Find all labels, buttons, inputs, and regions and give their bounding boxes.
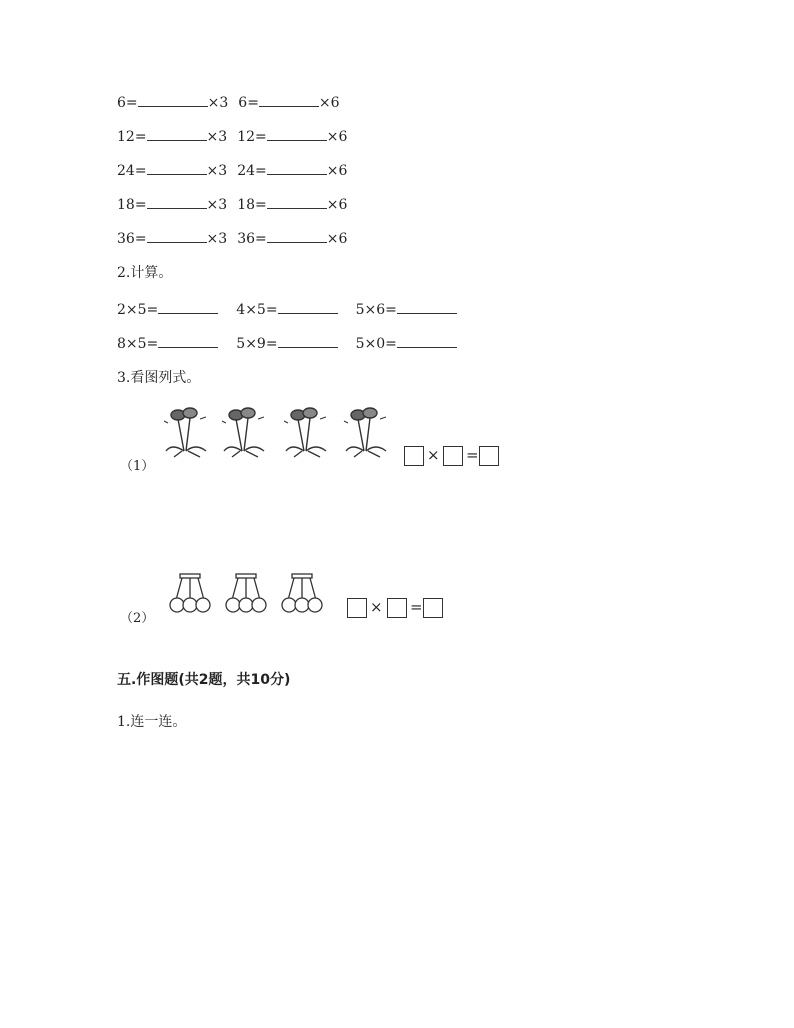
expr-suffix: ×3 xyxy=(206,129,228,145)
answer-blank[interactable] xyxy=(267,126,327,141)
flower-icon xyxy=(164,408,386,457)
expr-suffix: ×6 xyxy=(326,197,348,213)
expr-suffix: ×3 xyxy=(206,231,228,247)
calc-expr: 5×0= xyxy=(355,336,397,352)
answer-box[interactable] xyxy=(404,446,424,466)
answer-blank[interactable] xyxy=(397,299,457,314)
answer-blank[interactable] xyxy=(278,333,338,348)
expr-left: 36= xyxy=(237,231,267,247)
answer-blank[interactable] xyxy=(397,333,457,348)
answer-blank[interactable] xyxy=(267,194,327,209)
part1-label: （1） xyxy=(120,459,155,474)
expr-left: 24= xyxy=(117,163,147,179)
expr-left: 18= xyxy=(237,197,267,213)
answer-blank[interactable] xyxy=(259,92,319,107)
expr-suffix: ×6 xyxy=(326,129,348,145)
answer-blank[interactable] xyxy=(158,333,218,348)
times-sign: × xyxy=(427,446,440,464)
expr-suffix: ×3 xyxy=(207,95,229,111)
expr-left: 12= xyxy=(117,129,147,145)
expr-suffix: ×3 xyxy=(206,163,228,179)
equals-sign: = xyxy=(466,446,479,464)
expr-suffix: ×6 xyxy=(318,95,340,111)
answer-blank[interactable] xyxy=(267,228,327,243)
fill-row-2 xyxy=(117,126,347,146)
q2-title: 2.计算。 xyxy=(117,265,173,281)
fill-row-4 xyxy=(117,194,347,214)
answer-box[interactable] xyxy=(479,446,499,466)
answer-blank[interactable] xyxy=(147,126,207,141)
expr-suffix: ×3 xyxy=(206,197,228,213)
expr-left: 6= xyxy=(117,95,138,111)
fill-row-5 xyxy=(117,228,347,248)
calc-row-2 xyxy=(117,333,457,353)
calc-expr: 5×6= xyxy=(355,302,397,318)
expr-suffix: ×6 xyxy=(326,163,348,179)
answer-blank[interactable] xyxy=(147,228,207,243)
expr-left: 36= xyxy=(117,231,147,247)
answer-blank[interactable] xyxy=(158,299,218,314)
flowers-image xyxy=(160,405,395,465)
calc-expr: 4×5= xyxy=(236,302,278,318)
section-title: 五.作图题(共2题，共10分) xyxy=(117,672,291,688)
answer-box[interactable] xyxy=(443,446,463,466)
answer-blank[interactable] xyxy=(147,160,207,175)
cherry-icon xyxy=(170,574,322,612)
question-title: 1.连一连。 xyxy=(117,714,187,730)
answer-blank[interactable] xyxy=(278,299,338,314)
answer-blank[interactable] xyxy=(147,194,207,209)
equals-sign: = xyxy=(410,598,423,616)
cherries-image xyxy=(168,572,333,617)
expr-left: 12= xyxy=(237,129,267,145)
answer-blank[interactable] xyxy=(267,160,327,175)
times-sign: × xyxy=(370,598,383,616)
answer-box[interactable] xyxy=(423,598,443,618)
expr-suffix: ×6 xyxy=(326,231,348,247)
expr-left: 6= xyxy=(238,95,259,111)
calc-expr: 2×5= xyxy=(117,302,159,318)
expr-left: 24= xyxy=(237,163,267,179)
calc-expr: 8×5= xyxy=(117,336,159,352)
answer-box[interactable] xyxy=(387,598,407,618)
answer-blank[interactable] xyxy=(138,92,208,107)
calc-row-1 xyxy=(117,299,457,319)
q3-title: 3.看图列式。 xyxy=(117,370,201,386)
fill-row-3 xyxy=(117,160,347,180)
part2-label: （2） xyxy=(120,611,155,626)
fill-row-1 xyxy=(117,92,340,112)
calc-expr: 5×9= xyxy=(236,336,278,352)
expr-left: 18= xyxy=(117,197,147,213)
answer-box[interactable] xyxy=(347,598,367,618)
